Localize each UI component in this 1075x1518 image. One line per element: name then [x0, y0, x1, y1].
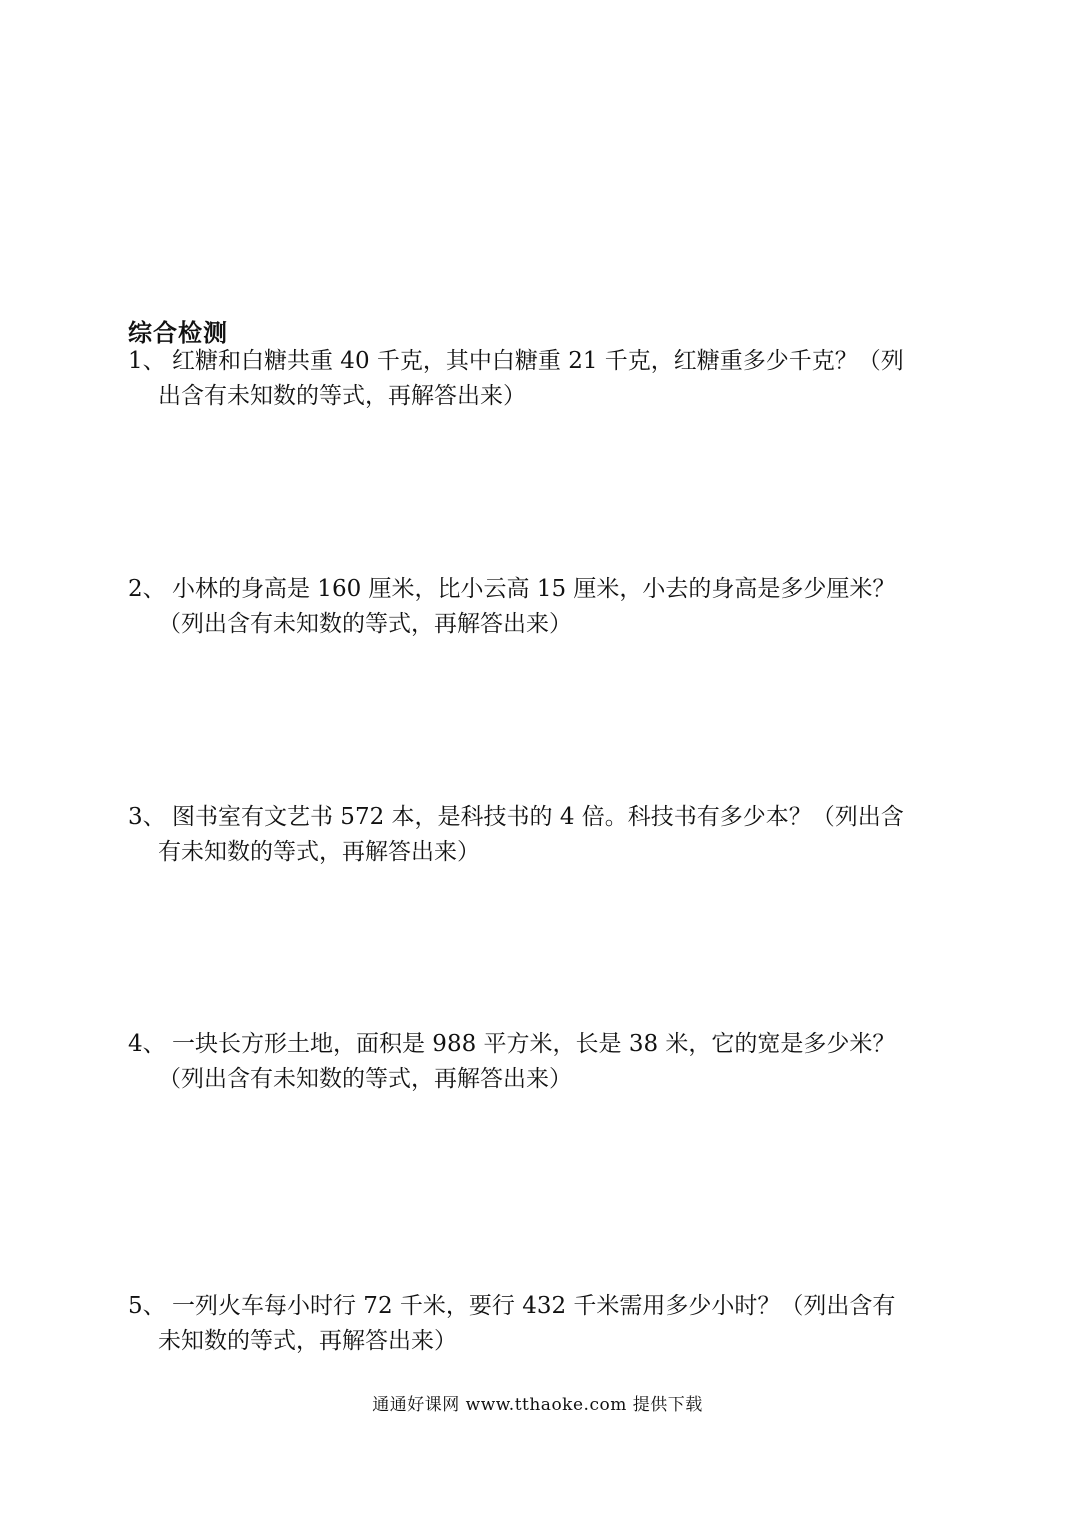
question-text-line1: 小林的身高是 160 厘米，比小云高 15 厘米，小去的身高是多少厘米？ — [172, 576, 896, 602]
question-text-line2: 出含有未知数的等式，再解答出来） — [158, 383, 526, 409]
question-number: 5、 — [128, 1293, 166, 1319]
question-number: 1、 — [128, 348, 166, 374]
question-number: 2、 — [128, 576, 166, 602]
question-text-line2: 未知数的等式，再解答出来） — [158, 1328, 457, 1354]
section-title: 综合检测 — [128, 318, 228, 347]
footer-source: 通通好课网 www.tthaoke.com 提供下载 — [372, 1395, 703, 1415]
question-4 — [128, 1027, 958, 1097]
question-number: 3、 — [128, 804, 166, 830]
question-3 — [128, 800, 958, 870]
question-text-line2: （列出含有未知数的等式，再解答出来） — [158, 611, 572, 637]
question-text-line1: 一列火车每小时行 72 千米，要行 432 千米需用多少小时？（列出含有 — [172, 1293, 896, 1319]
question-text-line1: 图书室有文艺书 572 本，是科技书的 4 倍。科技书有多少本？（列出含 — [172, 804, 904, 830]
question-text-line1: 一块长方形土地，面积是 988 平方米，长是 38 米，它的宽是多少米？ — [172, 1031, 896, 1057]
question-5 — [128, 1289, 958, 1359]
question-1 — [128, 344, 958, 414]
question-text-line2: （列出含有未知数的等式，再解答出来） — [158, 1066, 572, 1092]
question-number: 4、 — [128, 1031, 166, 1057]
question-text-line2: 有未知数的等式，再解答出来） — [158, 839, 480, 865]
question-text-line1: 红糖和白糖共重 40 千克，其中白糖重 21 千克，红糖重多少千克？（列 — [172, 348, 904, 374]
question-2 — [128, 572, 958, 642]
